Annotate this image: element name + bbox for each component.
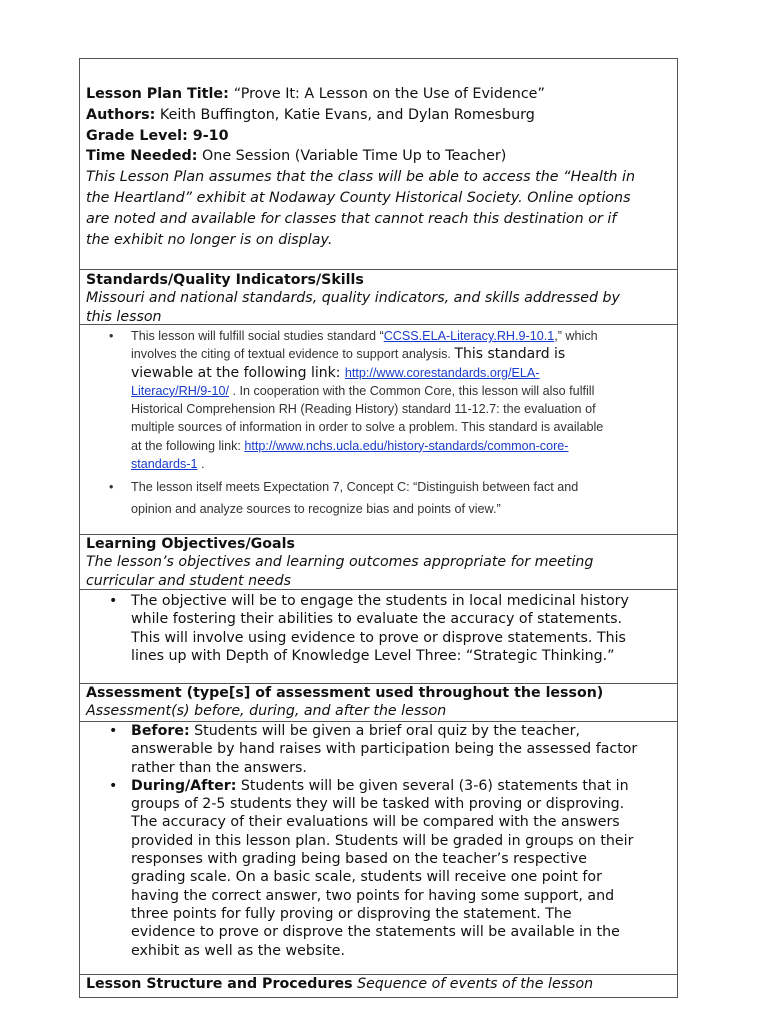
grade-value: 9-10: [192, 127, 229, 144]
assessment-heading: Assessment (type[s] of assessment used throughout the lesson): [86, 685, 604, 701]
authors-line: [86, 105, 671, 126]
assessment-body-cell: [80, 722, 677, 975]
before-label: Before:: [131, 723, 190, 739]
list-item: • The lesson itself meets Expectation 7, Concept C: “Distinguish between fact and opinion and analyze sources to recognize bias and points of view.”: [86, 476, 671, 520]
assessment-header-cell: [80, 684, 677, 722]
list-item: • This lesson will fulfill social studies standard “CCSS.ELA-Literacy.RH.9-10.1,” which involves the citing of textual evidence to support analysis. This standard is viewable at the following link: http://www.corestandards.org/ELA- Literacy/RH/9-10/ . In cooperation with the Common Core, this lesson will also fulfill Historical Comprehension RH (Reading History) standard 11-12.7: the evaluation of multiple sources of information in order to solve a problem. This standard is available at the following link: http://www.nchs.ucla.edu/history-standards/common-core- standards-1 .: [86, 327, 671, 473]
objectives-subheading: The lesson’s objectives and learning outcomes appropriate for meeting: [86, 554, 594, 571]
objectives-subheading: curricular and student needs: [86, 572, 291, 589]
lesson-plan-table: [79, 58, 678, 998]
objectives-header-cell: [80, 535, 677, 590]
standards-heading: Standards/Quality Indicators/Skills: [86, 272, 364, 288]
note-line: are noted and available for classes that cannot reach this destination or if: [86, 210, 617, 227]
structure-subheading: Sequence of events of the lesson: [352, 976, 594, 992]
time-label: Time Needed:: [86, 148, 198, 165]
note-line: the Heartland” exhibit at Nodaway County Historical Society. Online options: [86, 189, 631, 206]
objectives-body-cell: [80, 590, 677, 684]
title-label: Lesson Plan Title:: [86, 86, 234, 102]
objectives-heading: Learning Objectives/Goals: [86, 536, 295, 552]
list-item: • The objective will be to engage the students in local medicinal history while fostering their abilities to evaluate the accuracy of statements. This will involve using evidence to prove or disprove statements. This lines up with Depth of Knowledge Level Three: “Strategic Thinking.”: [86, 592, 671, 665]
nchs-link[interactable]: standards-1: [131, 457, 198, 472]
grade-line: [86, 126, 671, 147]
assessment-subheading: Assessment(s) before, during, and after the lesson: [86, 703, 447, 720]
title-cell: [80, 59, 677, 270]
corestandards-link[interactable]: Literacy/RH/9-10/: [131, 383, 229, 398]
during-label: During/After:: [131, 777, 237, 794]
authors-label: Authors:: [86, 106, 156, 123]
standards-subheading: this lesson: [86, 308, 162, 325]
structure-cell: [80, 975, 677, 998]
note-line: This Lesson Plan assumes that the class will be able to access the “Health in: [86, 169, 636, 186]
structure-heading: Lesson Structure and Procedures: [86, 976, 353, 992]
standards-subheading: Missouri and national standards, quality indicators, and skills addressed by: [86, 290, 620, 307]
grade-label: Grade Level:: [86, 127, 193, 144]
assessment-list: [86, 722, 671, 960]
ccss-link[interactable]: CCSS.ELA-Literacy.RH.9-10.1: [383, 329, 555, 343]
list-item: • Before: Students will be given a brief oral quiz by the teacher, answerable by hand raises with participation being the assessed factor rather than the answers.: [86, 722, 671, 777]
title-line: [86, 84, 671, 105]
authors-value: Keith Buffington, Katie Evans, and Dylan Romesburg: [155, 106, 535, 123]
time-value: One Session (Variable Time Up to Teacher): [197, 148, 507, 165]
standards-list: [86, 327, 671, 520]
time-line: [86, 146, 671, 167]
standards-header-cell: [80, 270, 677, 325]
note-line: the exhibit no longer is on display.: [86, 231, 333, 248]
corestandards-link[interactable]: http://www.corestandards.org/ELA-: [344, 365, 540, 380]
nchs-link[interactable]: http://www.nchs.ucla.edu/history-standards/common-core-: [244, 438, 569, 453]
title-value: “Prove It: A Lesson on the Use of Evidence”: [233, 86, 545, 102]
list-item: • During/After: Students will be given several (3-6) statements that in groups of 2-5 students they will be tasked with proving or disproving. The accuracy of their evaluations will be compared with the answers provided in this lesson plan. Students will be graded in groups on their responses with grading being based on the teacher’s respective grading scale. On a basic scale, students will receive one point for having the correct answer, two points for having some support, and three points for fully proving or disproving the statement. The evidence to prove or disprove the statements will be available in the exhibit as well as the website.: [86, 777, 671, 960]
objectives-list: [86, 592, 671, 665]
standards-body-cell: [80, 325, 677, 535]
